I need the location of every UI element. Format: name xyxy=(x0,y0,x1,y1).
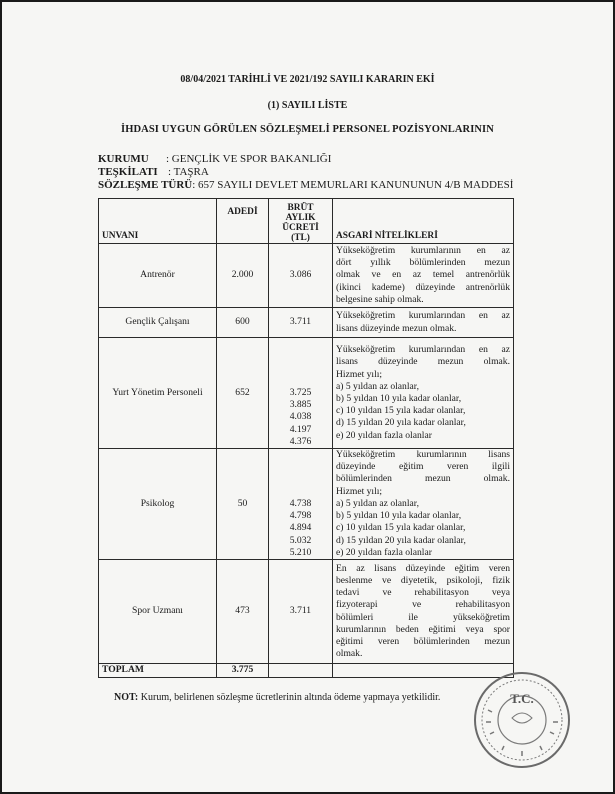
qualification-line: (ikinci kademe) düzeyinde antrenörlük xyxy=(336,281,510,293)
salary-value: 4.894 xyxy=(289,522,312,534)
position-title-cell: Spor Uzmanı xyxy=(99,560,217,664)
organization-label: TEŞKİLATI xyxy=(98,166,158,178)
qualification-line: e) 20 yıldan fazla olanlar xyxy=(336,429,432,441)
document-page xyxy=(2,2,613,792)
qualification-line: fizyoterapi ve rehabilitasyon xyxy=(336,599,510,611)
qualification-line: Hizmet yılı; xyxy=(336,368,383,380)
qualification-line: e) 20 yıldan fazla olanlar xyxy=(336,546,432,558)
qualification-line: d) 15 yıldan 20 yıla kadar olanlar, xyxy=(336,417,466,429)
qualification-line: Yükseköğretim kurumlarının en az xyxy=(336,244,510,256)
qualifications-cell xyxy=(333,338,514,449)
salary-value: 4.798 xyxy=(289,510,312,522)
position-count-cell: 50 xyxy=(217,449,269,560)
qualification-line: c) 10 yıldan 15 yıla kadar olanlar, xyxy=(336,405,466,417)
position-title-cell: Yurt Yönetim Personeli xyxy=(99,338,217,449)
position-title-cell: Gençlik Çalışanı xyxy=(99,308,217,338)
total-row xyxy=(99,664,514,678)
qualification-line: Yükseköğretim kurumlarından en az xyxy=(336,344,510,356)
list-number-title: (1) SAYILI LİSTE xyxy=(267,100,348,111)
qualification-line: olmak. xyxy=(336,648,363,660)
qualification-line: b) 5 yıldan 10 yıla kadar olanlar, xyxy=(336,510,462,522)
qualification-line: dört yıllık bölümlerinden mezun xyxy=(336,257,510,269)
header-gross-salary xyxy=(269,199,333,244)
total-empty-cell xyxy=(269,664,333,678)
qualification-line: d) 15 yıldan 20 yıla kadar olanlar, xyxy=(336,534,466,546)
qualifications-cell xyxy=(333,560,514,664)
seal-text: T.C. xyxy=(510,691,534,706)
salary-value: 5.210 xyxy=(289,546,312,558)
gross-salary-cell xyxy=(269,560,333,664)
salary-value: 4.376 xyxy=(289,435,312,447)
header-qualifications: ASGARİ NİTELİKLERİ xyxy=(333,199,514,244)
position-title-cell: Antrenör xyxy=(99,244,217,308)
decision-annex-title: 08/04/2021 TARİHLİ VE 2021/192 SAYILI KARARIN EKİ xyxy=(180,74,435,85)
positions-title: İHDASI UYGUN GÖRÜLEN SÖZLEŞMELİ PERSONEL POZİSYONLARININ xyxy=(121,124,494,135)
qualification-line: lisans düzeyinde mezun olmak. xyxy=(336,322,457,334)
table-row xyxy=(99,244,514,308)
qualification-line: belgesine sahip olmak. xyxy=(336,293,424,305)
qualification-line: c) 10 yıldan 15 yıla kadar olanlar, xyxy=(336,522,466,534)
qualification-line: eğitimi veren bölümlerinden mezun xyxy=(336,635,510,647)
header-gross-salary-line1: BRÜT AYLIK xyxy=(285,203,316,223)
table-row xyxy=(99,338,514,449)
header-count: ADEDİ xyxy=(217,199,269,244)
institution-value: : GENÇLİK VE SPOR BAKANLIĞI xyxy=(166,153,332,165)
salary-value: 4.197 xyxy=(289,423,312,435)
organization-line xyxy=(98,167,209,178)
position-count-cell: 600 xyxy=(217,308,269,338)
salary-value: 3.725 xyxy=(289,386,312,398)
official-seal xyxy=(472,670,572,770)
salary-value: 3.086 xyxy=(289,269,312,281)
table-header-row xyxy=(99,199,514,244)
header-title: UNVANI xyxy=(99,199,217,244)
qualification-line: a) 5 yıldan az olanlar, xyxy=(336,380,419,392)
salary-value: 4.038 xyxy=(289,411,312,423)
institution-label: KURUMU xyxy=(98,153,149,165)
position-count-cell: 652 xyxy=(217,338,269,449)
position-count-cell: 473 xyxy=(217,560,269,664)
qualification-line: a) 5 yıldan az olanlar, xyxy=(336,497,419,509)
qualification-line: beslenme ve diyetetik, psikoloji, fizik xyxy=(336,574,510,586)
gross-salary-cell xyxy=(269,449,333,560)
qualification-line: Yükseköğretim kurumlarının lisans xyxy=(336,449,510,461)
qualification-line: Hizmet yılı; xyxy=(336,485,383,497)
footnote xyxy=(114,692,440,703)
salary-value: 5.032 xyxy=(289,534,312,546)
salary-value: 4.738 xyxy=(289,497,312,509)
contract-type-value: : 657 SAYILI DEVLET MEMURLARI KANUNUNUN 4/B MADDESİ xyxy=(192,179,514,191)
table-row xyxy=(99,449,514,560)
contract-type-line xyxy=(98,180,513,191)
table-row xyxy=(99,308,514,338)
total-label: TOPLAM xyxy=(99,664,217,678)
qualifications-cell xyxy=(333,308,514,338)
position-count-cell: 2.000 xyxy=(217,244,269,308)
salary-value: 3.711 xyxy=(289,605,312,617)
organization-value: : TAŞRA xyxy=(168,166,209,178)
qualifications-cell xyxy=(333,244,514,308)
gross-salary-cell xyxy=(269,338,333,449)
gross-salary-cell xyxy=(269,244,333,308)
footnote-label: NOT: xyxy=(114,692,139,703)
gross-salary-cell xyxy=(269,308,333,338)
institution-line xyxy=(98,154,331,165)
salary-value: 3.885 xyxy=(289,399,312,411)
qualification-line: bölümlerinden mezun olmak. xyxy=(336,473,510,485)
qualification-line: En az lisans düzeyinde eğitim veren xyxy=(336,562,510,574)
qualification-line: b) 5 yıldan 10 yıla kadar olanlar, xyxy=(336,393,462,404)
qualifications-cell xyxy=(333,449,514,560)
salary-value: 3.711 xyxy=(289,316,312,328)
qualification-line: kurumlarının beden eğitimi veya spor xyxy=(336,623,510,635)
qualification-line: olmak ve en az temel antrenörlük xyxy=(336,269,510,281)
qualification-line: bölümleri ile yükseköğretim xyxy=(336,611,510,623)
contract-type-label: SÖZLEŞME TÜRÜ xyxy=(98,179,193,191)
qualification-line: tedavi ve rehabilitasyon veya xyxy=(336,587,510,599)
positions-table xyxy=(98,198,514,678)
total-value: 3.775 xyxy=(217,664,269,678)
position-title-cell: Psikolog xyxy=(99,449,217,560)
header-gross-salary-line2: ÜCRETİ (TL) xyxy=(282,223,319,243)
qualification-line: lisans düzeyinde mezun olmak. xyxy=(336,356,510,368)
qualification-line: düzeyinde eğitim veren ilgili xyxy=(336,461,510,473)
table-row xyxy=(99,560,514,664)
footnote-text: Kurum, belirlenen sözleşme ücretlerinin altında ödeme yapmaya yetkilidir. xyxy=(138,692,441,703)
qualification-line: Yükseköğretim kurumlarından en az xyxy=(336,310,510,322)
